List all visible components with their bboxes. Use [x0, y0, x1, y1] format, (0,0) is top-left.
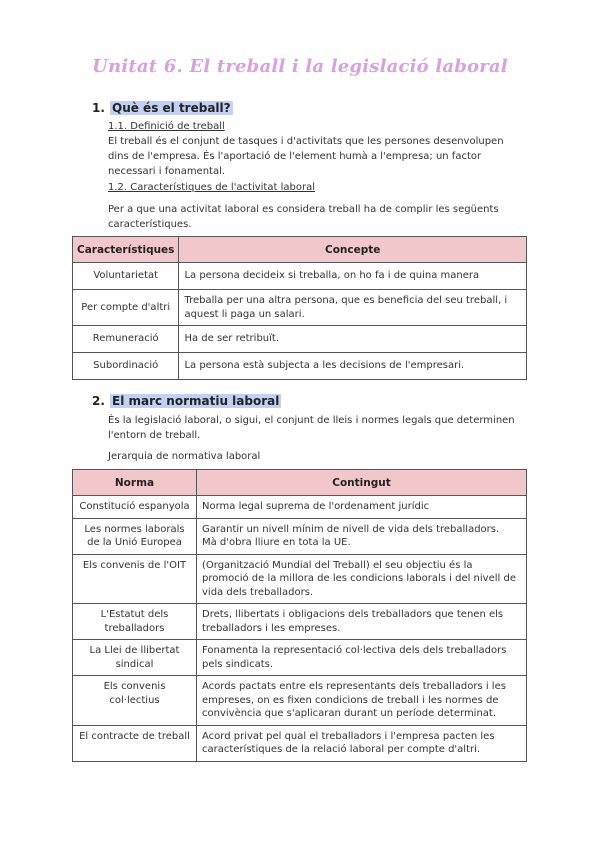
- subheading-definition: 1.1. Definició de treball: [108, 121, 225, 132]
- table-row: [73, 676, 527, 726]
- column-header: Concepte: [179, 237, 527, 263]
- table-row: [73, 263, 527, 290]
- section-1-number: 1.: [92, 101, 105, 115]
- table-cell: Voluntarietat: [73, 263, 179, 290]
- table-cell: Norma legal suprema de l'ordenament jurídic: [197, 496, 527, 519]
- table-cell: La Llei de llibertat sindical: [73, 640, 197, 676]
- table-cell: Constitució espanyola: [73, 496, 197, 519]
- section-2-heading-text: El marc normatiu laboral: [112, 394, 280, 408]
- paragraph-legal-framework: És la legislació laboral, o sigui, el conjunt de lleis i normes legals que determinen l'entorn de treball.: [108, 415, 515, 441]
- table-cell: Els convenis de l'OIT: [73, 554, 197, 604]
- table-cell: Drets, llibertats i obligacions dels treballadors que tenen els treballadors i les empreses.: [197, 604, 527, 640]
- section-1-heading: [92, 101, 233, 115]
- table-cell: Fonamenta la representació col·lectiva dels dels treballadors pels sindicats.: [197, 640, 527, 676]
- table-row: [73, 554, 527, 604]
- section-1-heading-text: Què és el treball?: [112, 101, 231, 115]
- column-header: Característiques: [73, 237, 179, 263]
- table-cell: Remuneració: [73, 326, 179, 353]
- paragraph-definition: El treball és el conjunt de tasques i d'activitats que les persones desenvolupen dins de l'empresa. És l'aportació de l'element humà a l'empresa; un factor necessari i fonamental.: [108, 136, 504, 177]
- legal-framework-table: [72, 469, 527, 762]
- column-header: Norma: [73, 470, 197, 496]
- subheading-characteristics: 1.2. Característiques de l'activitat laboral: [108, 182, 315, 193]
- paragraph-hierarchy: Jerarquia de normativa laboral: [108, 451, 261, 462]
- table-header-row: [73, 237, 527, 263]
- table-cell: Garantir un nivell mínim de nivell de vida dels treballadors. Mà d'obra lliure en tota la UE.: [197, 518, 527, 554]
- table-cell: Treballa per una altra persona, que es beneficia del seu treball, i aquest li paga un salari.: [179, 290, 527, 326]
- table-header-row: [73, 470, 527, 496]
- table-cell: La persona està subjecta a les decisions de l'empresari.: [179, 353, 527, 380]
- table-row: [73, 326, 527, 353]
- paragraph-characteristics: Per a que una activitat laboral es considera treball ha de complir les següents característiques.: [108, 204, 499, 230]
- table-row: [73, 496, 527, 519]
- table-cell: Acord privat pel qual el treballadors i l'empresa pacten les característiques de la relació laboral per compte d'altri.: [197, 725, 527, 761]
- table-row: [73, 353, 527, 380]
- table-cell: Acords pactats entre els representants dels treballadors i les empreses, on es fixen condicions de treball i les normes de convivència que s'aplicaran durant un període determinat.: [197, 676, 527, 726]
- table-row: [73, 604, 527, 640]
- table-row: [73, 290, 527, 326]
- table-cell: Per compte d'altri: [73, 290, 179, 326]
- table-cell: Subordinació: [73, 353, 179, 380]
- section-2-number: 2.: [92, 394, 105, 408]
- table-cell: Les normes laborals de la Unió Europea: [73, 518, 197, 554]
- table-cell: Els convenis col·lectius: [73, 676, 197, 726]
- column-header: Contingut: [197, 470, 527, 496]
- characteristics-table: [72, 236, 527, 380]
- table-row: [73, 725, 527, 761]
- table-cell: El contracte de treball: [73, 725, 197, 761]
- table-cell: (Organització Mundial del Treball) el seu objectiu és la promoció de la millora de les condicions laborals i del nivell de vida dels treballadors.: [197, 554, 527, 604]
- table-cell: Ha de ser retribuït.: [179, 326, 527, 353]
- table-row: [73, 518, 527, 554]
- section-2-heading: [92, 394, 281, 408]
- table-cell: La persona decideix si treballa, on ho fa i de quina manera: [179, 263, 527, 290]
- table-cell: L'Estatut dels treballadors: [73, 604, 197, 640]
- page-title: Unitat 6. El treball i la legislació laboral: [92, 56, 508, 77]
- table-row: [73, 640, 527, 676]
